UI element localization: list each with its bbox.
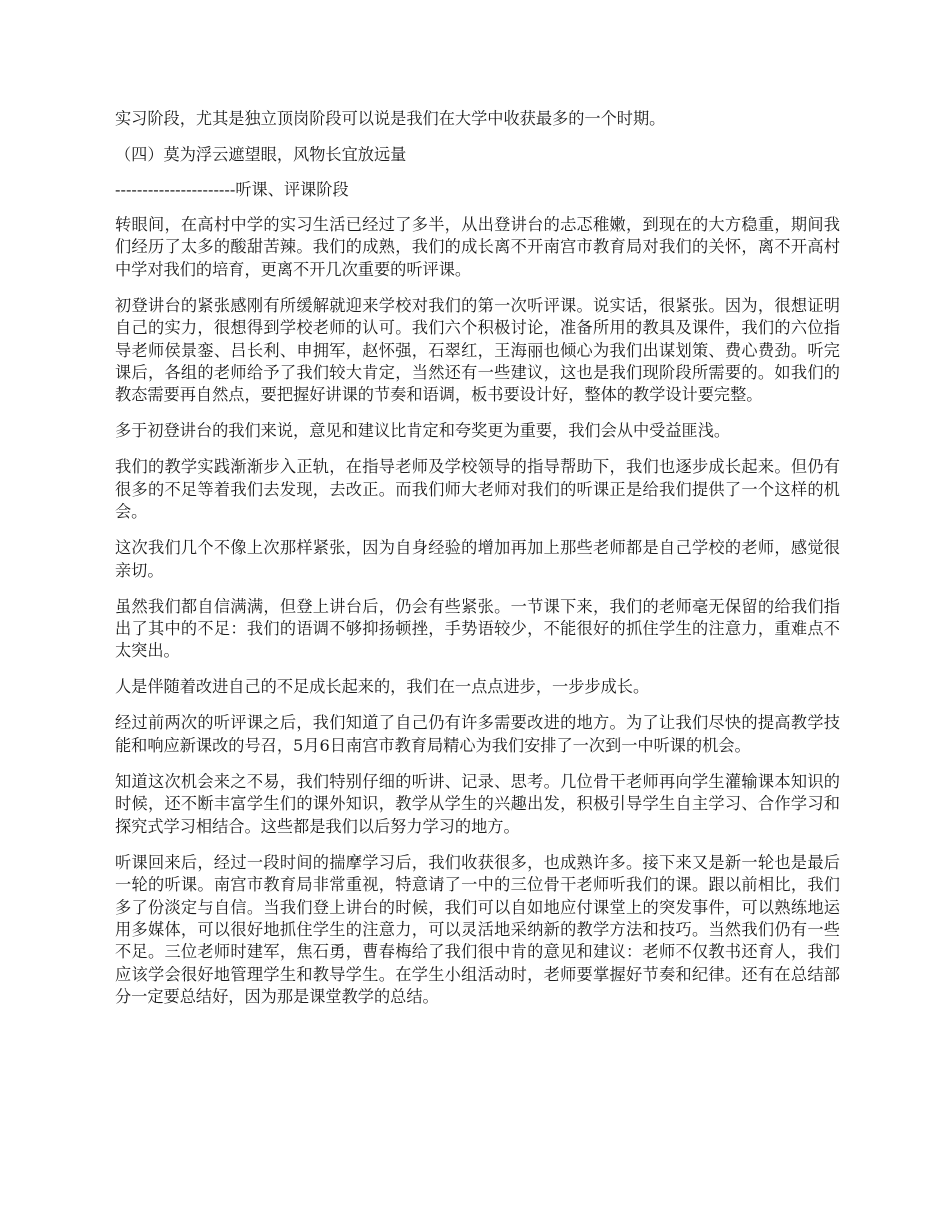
paragraph: 转眼间，在高村中学的实习生活已经过了多半，从出登讲台的忐忑稚嫩，到现在的大方稳重，期间我们经历了太多的酸甜苦辣。我们的成熟，我们的成长离不开南宫市教育局对我们的关怀，离不开高村中学对我们的培育，更离不开几次重要的听评课。	[115, 215, 840, 279]
paragraph: 虽然我们都自信满满，但登上讲台后，仍会有些紧张。一节课下来，我们的老师毫无保留的给我们指出了其中的不足：我们的语调不够抑扬顿挫，手势语较少，不能很好的抓住学生的注意力，重难点不太突出。	[115, 596, 840, 661]
paragraph: 初登讲台的紧张感刚有所缓解就迎来学校对我们的第一次听评课。说实话，很紧张。因为，很想证明自己的实力，很想得到学校老师的认可。我们六个积极讨论，准备所用的教具及课件，我们的六位指导老师侯景銮、吕长利、申拥军，赵怀强，石翠红，王海丽也倾心为我们出谋划策、费心费劲。听完课后，各组的老师给予了我们较大肯定，当然还有一些建议，这也是我们现阶段所需要的。如我们的教态需要再自然点，要把握好讲课的节奏和语调，板书要设计好，整体的教学设计要完整。	[115, 295, 840, 405]
paragraph: 人是伴随着改进自己的不足成长起来的，我们在一点点进步，一步步成长。	[115, 677, 650, 697]
paragraph: 经过前两次的听评课之后，我们知道了自己仍有许多需要改进的地方。为了让我们尽快的提高教学技能和响应新课改的号召，5月6日南宫市教育局精心为我们安排了一次到一中听课的机会。	[115, 713, 840, 755]
paragraph-intro: 实习阶段，尤其是独立顶岗阶段可以说是我们在大学中收获最多的一个时期。	[115, 109, 666, 128]
document-page	[115, 108, 840, 1022]
paragraph: 我们的教学实践渐渐步入正轨，在指导老师及学校领导的指导帮助下，我们也逐步成长起来。但仍有很多的不足等着我们去发现，去改正。而我们师大老师对我们的听课正是给我们提供了一个这样的机会。	[115, 457, 840, 522]
section-heading: （四）莫为浮云遮望眼，风物长宜放远量	[115, 145, 407, 164]
paragraph: 听课回来后，经过一段时间的揣摩学习后，我们收获很多，也成熟许多。接下来又是新一轮也是最后一轮的听课。南宫市教育局非常重视，特意请了一中的三位骨干老师听我们的课。跟以前相比，我们多了份淡定与自信。当我们登上讲台的时候，我们可以自如地应付课堂上的突发事件，可以熟练地运用多媒体，可以很好地抓住学生的注意力，可以灵活地采纳新的教学方法和技巧。当然我们仍有一些不足。三位老师时建军，焦石勇，曹春梅给了我们很中肯的意见和建议：老师不仅教书还育人，我们应该学会很好地管理学生和教导学生。在学生小组活动时，老师要掌握好节奏和纪律。还有在总结部分一定要总结好，因为那是课堂教学的总结。	[115, 852, 840, 1007]
paragraph: 多于初登讲台的我们来说，意见和建议比肯定和夸奖更为重要，我们会从中受益匪浅。	[115, 421, 731, 441]
paragraph: 知道这次机会来之不易，我们特别仔细的听讲、记录、思考。几位骨干老师再向学生灌输课本知识的时候，还不断丰富学生们的课外知识，教学从学生的兴趣出发，积极引导学生自主学习、合作学习和探究式学习相结合。这些都是我们以后努力学习的地方。	[115, 771, 840, 836]
paragraph: 这次我们几个不像上次那样紧张，因为自身经验的增加再加上那些老师都是自己学校的老师，感觉很亲切。	[115, 538, 840, 580]
section-subheading: ----------------------听课、评课阶段	[115, 180, 349, 199]
